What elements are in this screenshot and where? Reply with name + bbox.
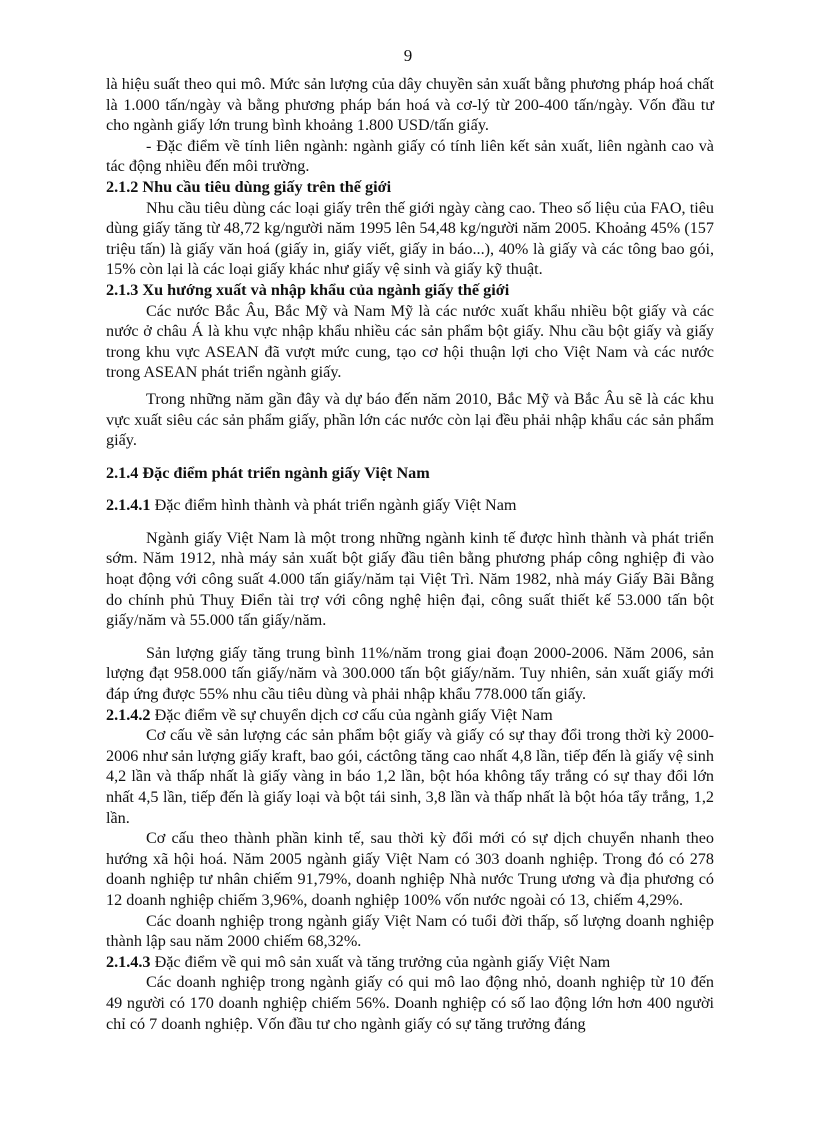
section-heading-2-1-3: 2.1.3 Xu hướng xuất và nhập khẩu của ngành giấy thế giới	[106, 280, 510, 299]
subsection-heading-2-1-4-2	[106, 705, 714, 726]
paragraph: Trong những năm gần đây và dự báo đến năm 2010, Bắc Mỹ và Bắc Âu sẽ là các khu vực xuất siêu các sản phẩm giấy, phần lớn các nước còn lại đều phải nhập khẩu các sản phẩm giấy.	[106, 389, 714, 450]
section-heading-2-1-2: 2.1.2 Nhu cầu tiêu dùng giấy trên thế giới	[106, 177, 392, 196]
paragraph: Sản lượng giấy tăng trung bình 11%/năm trong giai đoạn 2000-2006. Năm 2006, sản lượng đạt 958.000 tấn giấy/năm và 300.000 tấn bột giấy/năm. Tuy nhiên, sản xuất giấy mới đáp ứng được 55% nhu cầu tiêu dùng và phải nhập khẩu 778.000 tấn giấy.	[106, 643, 714, 704]
section-heading-2-1-4: 2.1.4 Đặc điểm phát triển ngành giấy Việt Nam	[106, 463, 430, 482]
document-body	[106, 74, 714, 1034]
subsection-title: Đặc điểm hình thành và phát triển ngành giấy Việt Nam	[150, 496, 517, 515]
subsection-number: 2.1.4.1	[106, 496, 151, 515]
paragraph: Nhu cầu tiêu dùng các loại giấy trên thế giới ngày càng cao. Theo số liệu của FAO, tiêu dùng giấy tăng từ 48,72 kg/người năm 1995 lên 54,48 kg/người năm 2005. Khoảng 45% (157 triệu tấn) là giấy văn hoá (giấy in, giấy viết, giấy in báo...), 40% là giấy và các tông bao gói, 15% còn lại là các loại giấy khác như giấy vệ sinh và giấy kỹ thuật.	[106, 198, 714, 279]
subsection-number: 2.1.4.2	[106, 705, 151, 724]
subsection-heading-2-1-4-1	[106, 495, 714, 516]
subsection-title: Đặc điểm về sự chuyển dịch cơ cấu của ngành giấy Việt Nam	[150, 705, 553, 724]
subsection-heading-2-1-4-3	[106, 952, 714, 973]
paragraph: Ngành giấy Việt Nam là một trong những ngành kinh tế được hình thành và phát triển sớm. Năm 1912, nhà máy sản xuất bột giấy đầu tiên bằng phương pháp công nghiệp đi vào hoạt động với công suất 4.000 tấn giấy/năm tại Việt Trì. Năm 1982, nhà máy Giấy Bãi Bằng do chính phủ Thuỵ Điển tài trợ với công nghệ hiện đại, công suất thiết kế 53.000 tấn bột giấy/năm và 55.000 tấn giấy/năm.	[106, 528, 714, 630]
paragraph: Các nước Bắc Âu, Bắc Mỹ và Nam Mỹ là các nước xuất khẩu nhiều bột giấy và các nước ở châu Á là khu vực nhập khẩu nhiều các sản phẩm bột giấy. Nhu cầu bột giấy và giấy trong khu vực ASEAN đã vượt mức cung, tạo cơ hội thuận lợi cho Việt Nam và các nước trong ASEAN phát triển ngành giấy.	[106, 301, 714, 382]
paragraph: Cơ cấu theo thành phần kinh tế, sau thời kỳ đổi mới có sự dịch chuyển nhanh theo hướng xã hội hoá. Năm 2005 ngành giấy Việt Nam có 303 doanh nghiệp. Trong đó có 278 doanh nghiệp tư nhân chiếm 91,79%, doanh nghiệp Nhà nước Trung ương và địa phương có 12 doanh nghiệp chiếm 3,96%, doanh nghiệp 100% vốn nước ngoài có 13, chiếm 4,29%.	[106, 829, 714, 909]
paragraph: Cơ cấu về sản lượng các sản phẩm bột giấy và giấy có sự thay đổi trong thời kỳ 2000-2006 như sản lượng giấy kraft, bao gói, cáctông tăng cao nhất 4,8 lần, tiếp đến là giấy vệ sinh 4,2 lần và thấp nhất là giấy vàng in báo 1,2 lần, bột hóa không tẩy trắng có sự thay đổi lớn nhất 4,5 lần, tiếp đến là giấy loại và bột tái sinh, 3,8 lần và thấp nhất là bột hóa tẩy trắng, 1,2 lần.	[106, 726, 714, 827]
page-number: 9	[403, 46, 413, 65]
paragraph: là hiệu suất theo qui mô. Mức sản lượng của dây chuyền sản xuất bằng phương pháp hoá chất là 1.000 tấn/ngày và bằng phương pháp bán hoá và cơ-lý từ 200-400 tấn/ngày. Vốn đầu tư cho ngành giấy lớn trung bình khoảng 1.800 USD/tấn giấy.	[106, 75, 714, 135]
subsection-title: Đặc điểm về qui mô sản xuất và tăng trưởng của ngành giấy Việt Nam	[150, 952, 611, 971]
paragraph: Các doanh nghiệp trong ngành giấy có qui mô lao động nhỏ, doanh nghiệp từ 10 đến 49 người có 170 doanh nghiệp chiếm 56%. Doanh nghiệp có số lao động lớn hơn 400 người chỉ có 7 doanh nghiệp. Vốn đầu tư cho ngành giấy có sự tăng trưởng đáng	[106, 973, 714, 1033]
paragraph: - Đặc điểm về tính liên ngành: ngành giấy có tính liên kết sản xuất, liên ngành cao và tác động nhiều đến môi trường.	[106, 136, 714, 176]
subsection-number: 2.1.4.3	[106, 952, 151, 971]
paragraph: Các doanh nghiệp trong ngành giấy Việt Nam có tuổi đời thấp, số lượng doanh nghiệp thành lập sau năm 2000 chiếm 68,32%.	[106, 911, 714, 951]
